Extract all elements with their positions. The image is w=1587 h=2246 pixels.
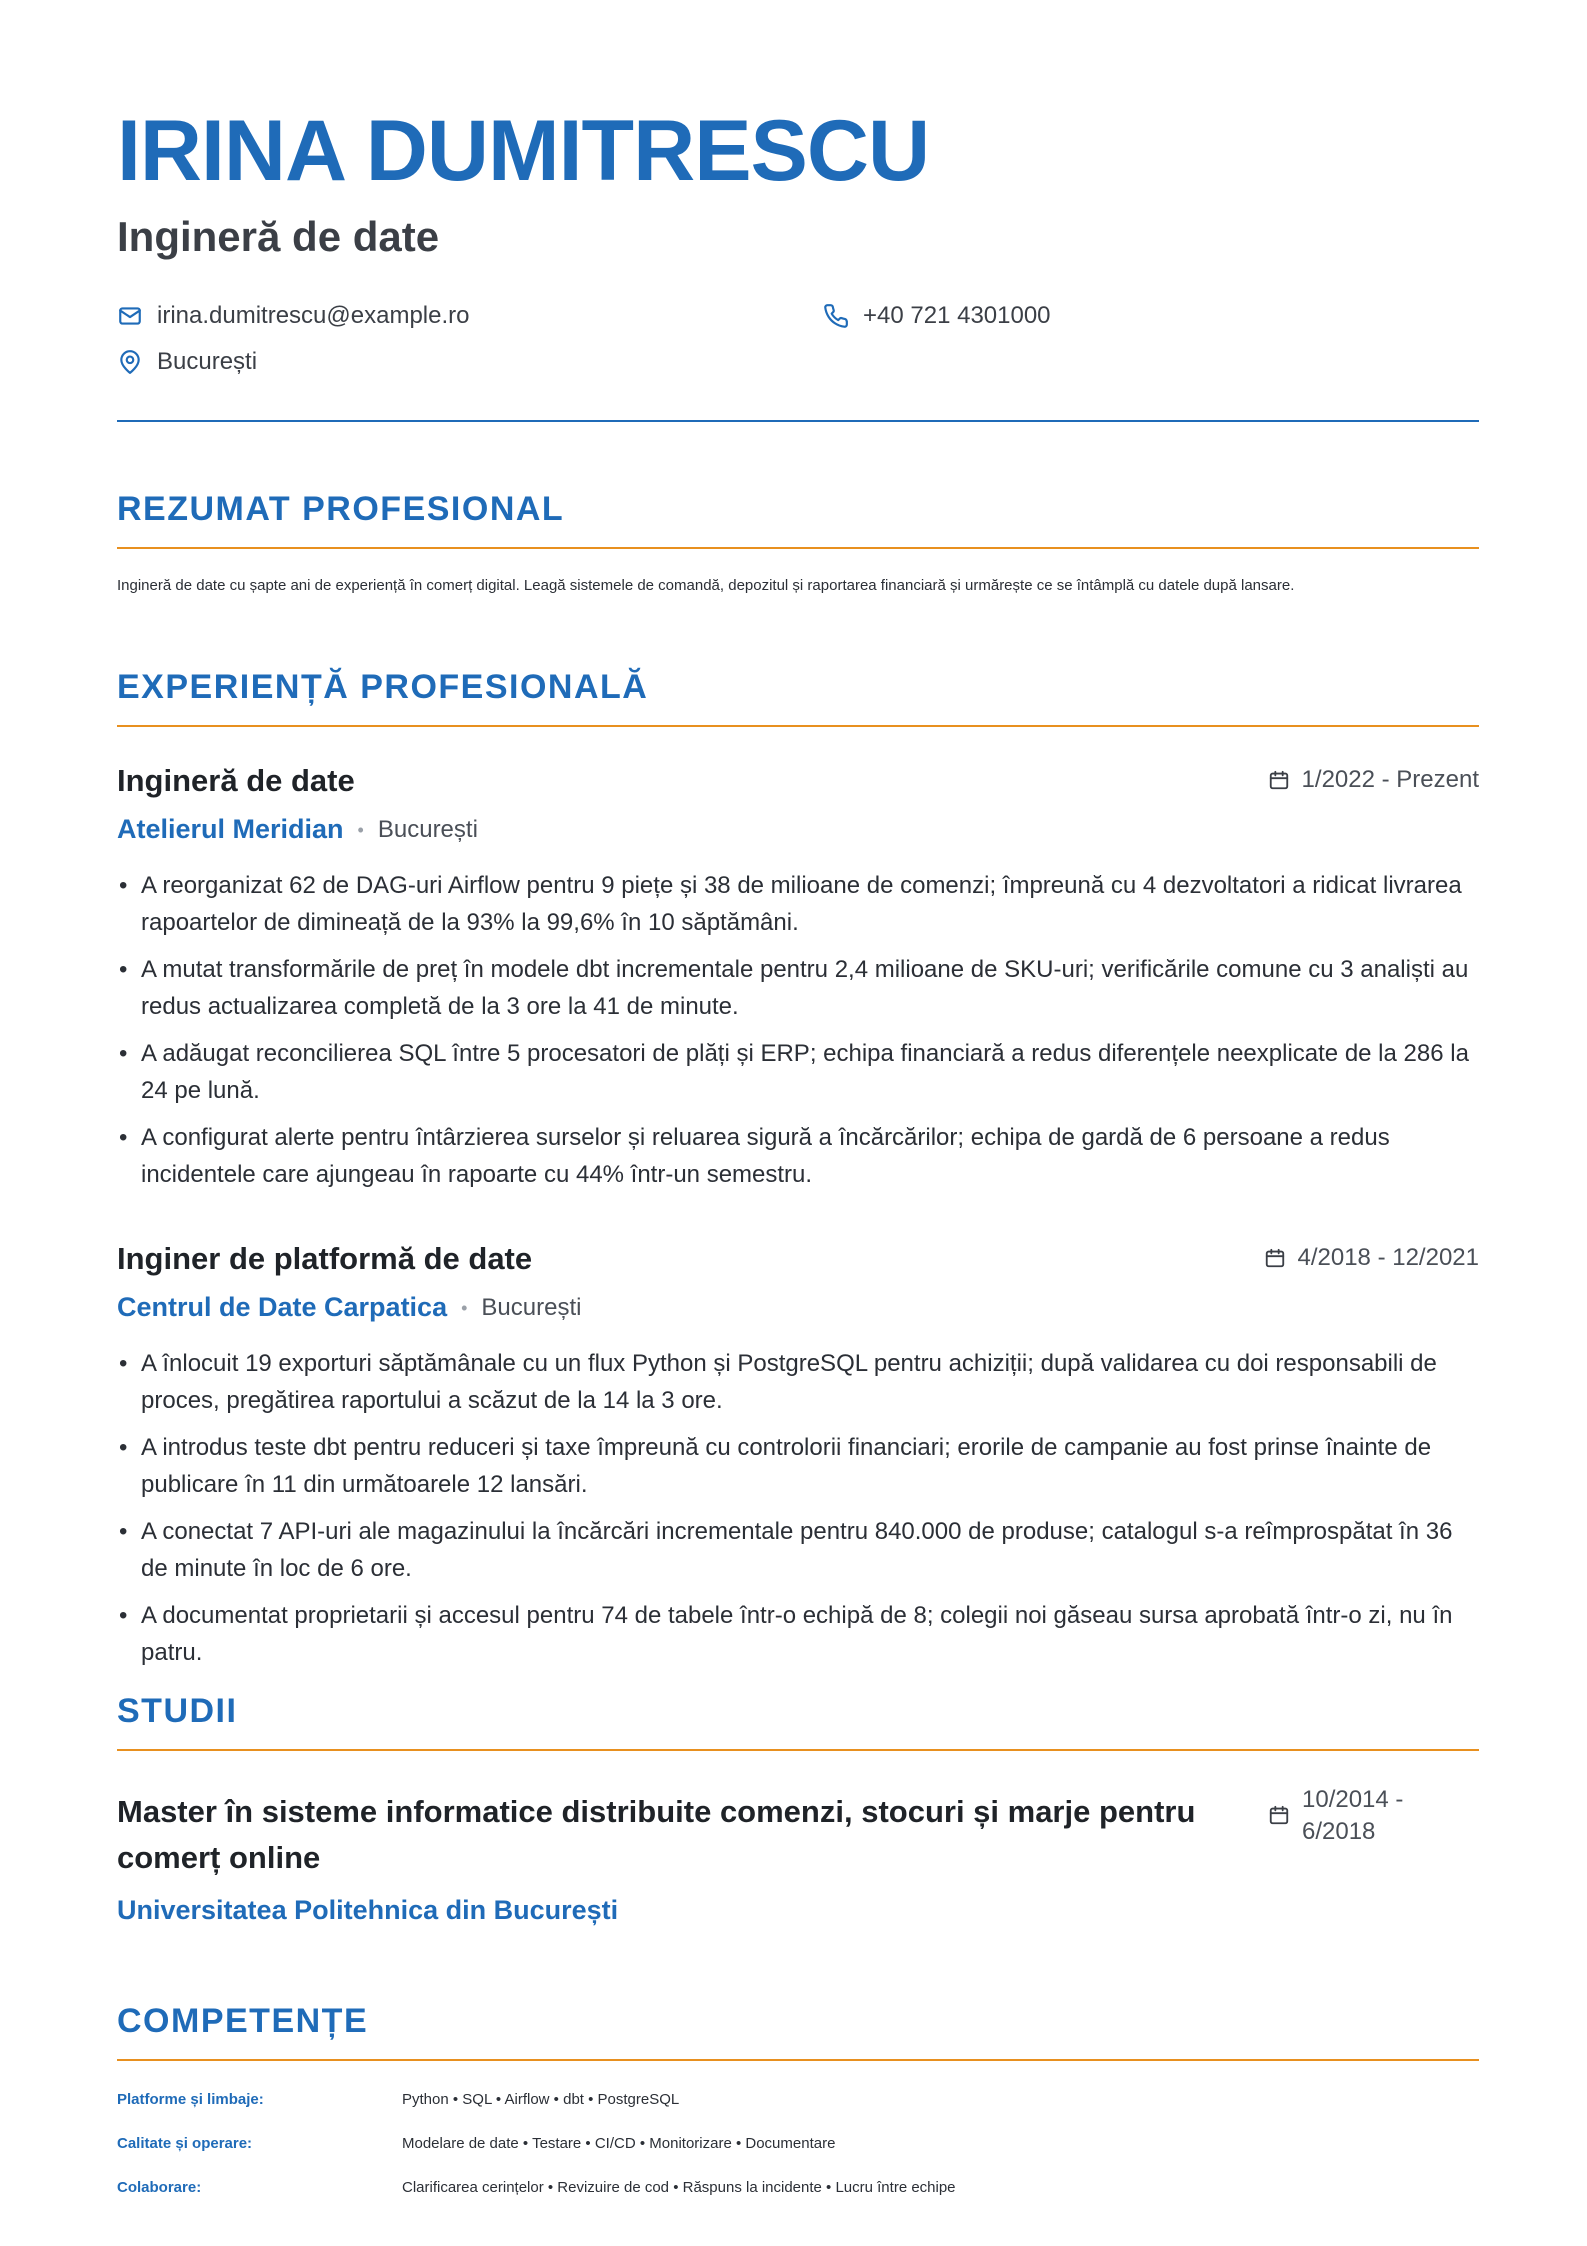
contact-phone[interactable] [823, 303, 1051, 329]
skill-label: Colaborare: [117, 2179, 202, 2196]
company-city: București [377, 815, 478, 843]
education-dates [1268, 1784, 1403, 1848]
list-item: • A documentat proprietarii și accesul pentru 74 de tabele într-o echipă de 8; colegii noi găseau sursa aprobată într-o zi, nu în patru. [117, 1597, 1479, 1671]
skill-value: Clarificarea cerințelor • Revizuire de cod • Răspuns la incidente • Lucru între echipe [402, 2179, 956, 2196]
section-title-summary: REZUMAT PROFESIONAL [117, 490, 565, 528]
section-title-experience: EXPERIENȚĂ PROFESIONALĂ [117, 668, 649, 706]
job-title: Inginer de platformă de date [117, 1241, 533, 1276]
list-item: • A reorganizat 62 de DAG-uri Airflow pentru 9 piețe și 38 de milioane de comenzi; împreună cu 4 dezvoltatori a ridicat livrarea rapoartelor de dimineață de la 93% la 99,6% în 10 săptămâni. [117, 867, 1479, 941]
job-dates-text: 4/2018 - 12/2021 [1297, 1244, 1479, 1271]
phone-icon [823, 303, 849, 329]
list-item: • A introdus teste dbt pentru reduceri și taxe împreună cu controlorii financiari; erorile de campanie au fost prinse înainte de publicare în 11 din următoarele 12 lansări. [117, 1429, 1479, 1503]
education-date-start: 10/2014 - [1302, 1786, 1404, 1813]
skill-label: Calitate și operare: [117, 2135, 253, 2152]
header-divider [117, 420, 1479, 422]
job-dates [1264, 1246, 1480, 1270]
section-divider [117, 547, 1479, 549]
separator-dot: • [461, 1297, 468, 1318]
map-pin-icon [117, 349, 143, 375]
list-item: • A configurat alerte pentru întârzierea surselor și reluarea sigură a încărcărilor; echipa de gardă de 6 persoane a redus incidentele care ajungeau în rapoarte cu 44% într-un semestru. [117, 1119, 1479, 1193]
job-bullets [117, 867, 1479, 1203]
education-date-end: 6/2018 [1302, 1818, 1376, 1845]
skill-row [117, 2136, 835, 2151]
company-city: București [481, 1293, 582, 1321]
degree-title: Master în sisteme informatice distribuite comenzi, stocuri și marje pentru comerț online [117, 1794, 1196, 1875]
job-dates [1268, 768, 1479, 792]
skill-row [117, 2092, 679, 2107]
section-divider [117, 725, 1479, 727]
phone-text[interactable]: +40 721 4301000 [863, 302, 1051, 329]
calendar-icon [1264, 1247, 1286, 1269]
skill-value: Python • SQL • Airflow • dbt • PostgreSQL [402, 2091, 680, 2108]
job-title: Ingineră de date [117, 763, 355, 798]
section-title-skills: COMPETENȚE [117, 2002, 369, 2040]
section-title-education: STUDII [117, 1692, 238, 1730]
location-text: București [157, 348, 258, 375]
list-item: • A mutat transformările de preț în modele dbt incrementale pentru 2,4 milioane de SKU-uri; verificările comune cu 3 analiști au redus actualizarea completă de la 3 ore la 41 de minute. [117, 951, 1479, 1025]
contact-email[interactable] [117, 303, 469, 329]
summary-text: Ingineră de date cu șapte ani de experiență în comerț digital. Leagă sistemele de comandă, depozitul și raportarea financiară și urmărește ce se întâmplă cu datele după lansare. [117, 577, 1295, 594]
job-company-line [117, 1294, 581, 1321]
mail-icon [117, 303, 143, 329]
company-name: Atelierul Meridian [117, 814, 344, 844]
separator-dot: • [357, 819, 364, 840]
candidate-name: IRINA DUMITRESCU [117, 103, 930, 199]
list-item: • A conectat 7 API-uri ale magazinului la încărcări incrementale pentru 840.000 de produse; catalogul s-a reîmprospătat în 36 de minute în loc de 6 ore. [117, 1513, 1479, 1587]
calendar-icon [1268, 1804, 1290, 1826]
job-dates-text: 1/2022 - Prezent [1301, 766, 1479, 793]
contact-location [117, 349, 257, 375]
section-divider [117, 2059, 1479, 2061]
list-item: • A înlocuit 19 exporturi săptămânale cu un flux Python și PostgreSQL pentru achiziții; după validarea cu doi responsabili de proces, pregătirea raportului a scăzut de la 14 la 3 ore. [117, 1345, 1479, 1419]
skill-row [117, 2180, 956, 2195]
section-divider [117, 1749, 1479, 1751]
list-item: • A adăugat reconcilierea SQL între 5 procesatori de plăți și ERP; echipa financiară a redus diferențele neexplicate de la 286 la 24 pe lună. [117, 1035, 1479, 1109]
candidate-role: Ingineră de date [117, 213, 440, 260]
job-company-line [117, 816, 478, 843]
skill-value: Modelare de date • Testare • CI/CD • Monitorizare • Documentare [402, 2135, 836, 2152]
school-name: Universitatea Politehnica din București [117, 1895, 619, 1925]
company-name: Centrul de Date Carpatica [117, 1292, 448, 1322]
job-bullets [117, 1345, 1479, 1681]
skill-label: Platforme și limbaje: [117, 2091, 264, 2108]
calendar-icon [1268, 769, 1290, 791]
email-text[interactable]: irina.dumitrescu@example.ro [157, 302, 470, 329]
